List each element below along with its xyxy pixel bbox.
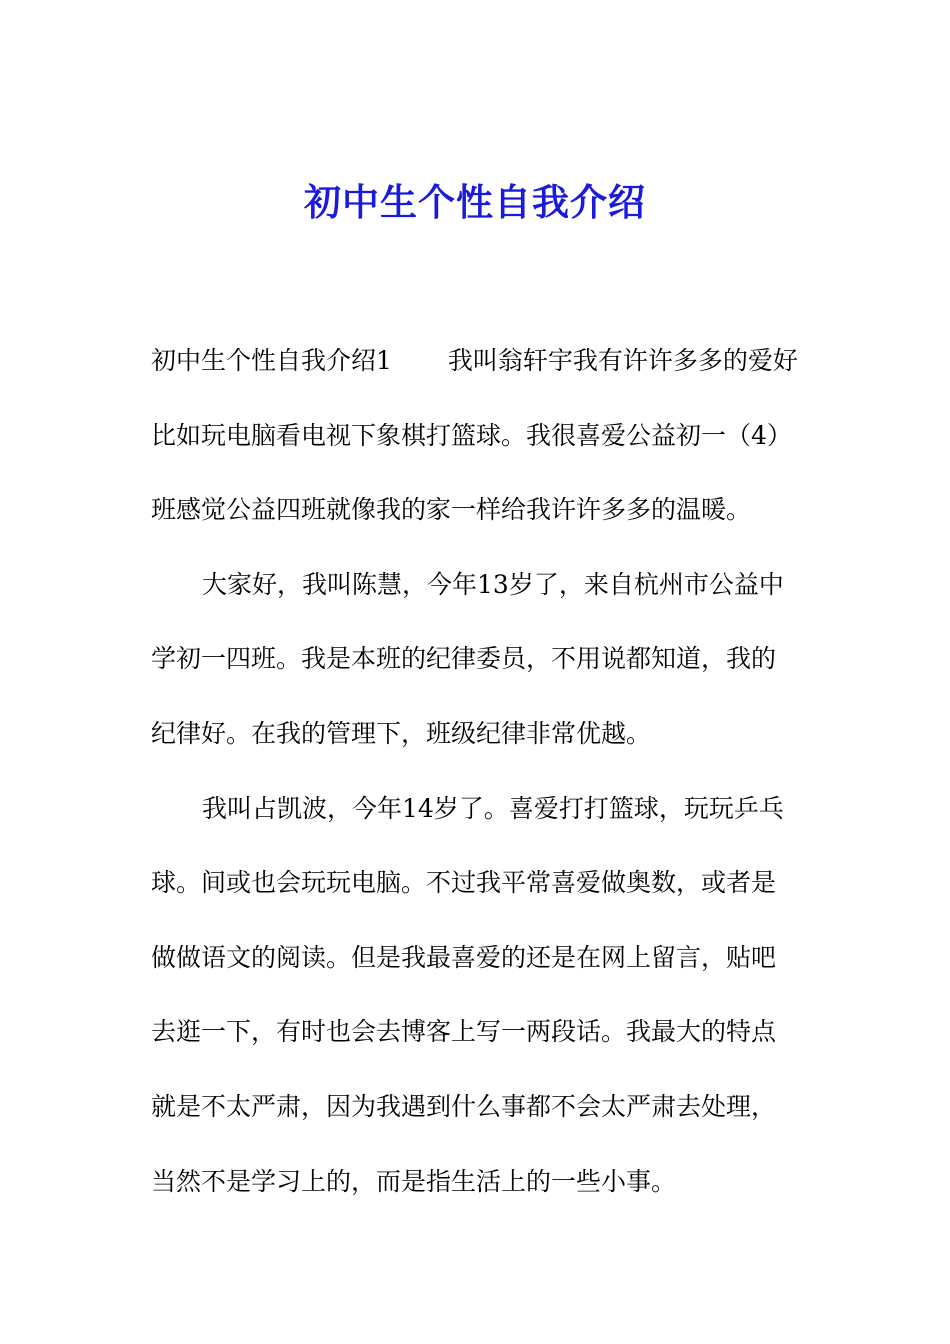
paragraph-line: 去逛一下，有时也会去博客上写一两段话。我最大的特点 <box>151 1017 777 1047</box>
paragraph-line: 我叫占凯波，今年14岁了。喜爱打打篮球，玩玩乒乓 <box>202 793 784 823</box>
paragraph-line: 比如玩电脑看电视下象棋打篮球。我很喜爱公益初一（4） <box>151 420 792 450</box>
paragraph-line: 做做语文的阅读。但是我最喜爱的还是在网上留言，贴吧 <box>151 942 777 972</box>
paragraph-1 <box>151 324 811 548</box>
paragraph-line: 当然不是学习上的，而是指生活上的一些小事。 <box>151 1166 677 1196</box>
paragraph-line: 班感觉公益四班就像我的家一样给我许许多多的温暖。 <box>151 495 752 525</box>
section-heading: 初中生个性自我介绍1 <box>151 346 392 375</box>
paragraph-2 <box>151 548 811 772</box>
paragraph-line: 纪律好。在我的管理下，班级纪律非常优越。 <box>151 718 652 748</box>
document-body <box>151 324 811 1219</box>
paragraph-line: 大家好，我叫陈慧，今年13岁了，来自杭州市公益中 <box>202 569 784 599</box>
paragraph-line: 学初一四班。我是本班的纪律委员，不用说都知道，我的 <box>151 644 777 674</box>
paragraph-3 <box>151 772 811 1220</box>
document-title: 初中生个性自我介绍 <box>304 180 646 224</box>
paragraph-line <box>151 324 811 399</box>
paragraph-line: 就是不太严肃，因为我遇到什么事都不会太严肃去处理， <box>151 1091 777 1121</box>
paragraph-line: 球。间或也会玩玩电脑。不过我平常喜爱做奥数，或者是 <box>151 868 777 898</box>
paragraph-line-text: 我叫翁轩宇我有许许多多的爱好 <box>447 346 798 375</box>
